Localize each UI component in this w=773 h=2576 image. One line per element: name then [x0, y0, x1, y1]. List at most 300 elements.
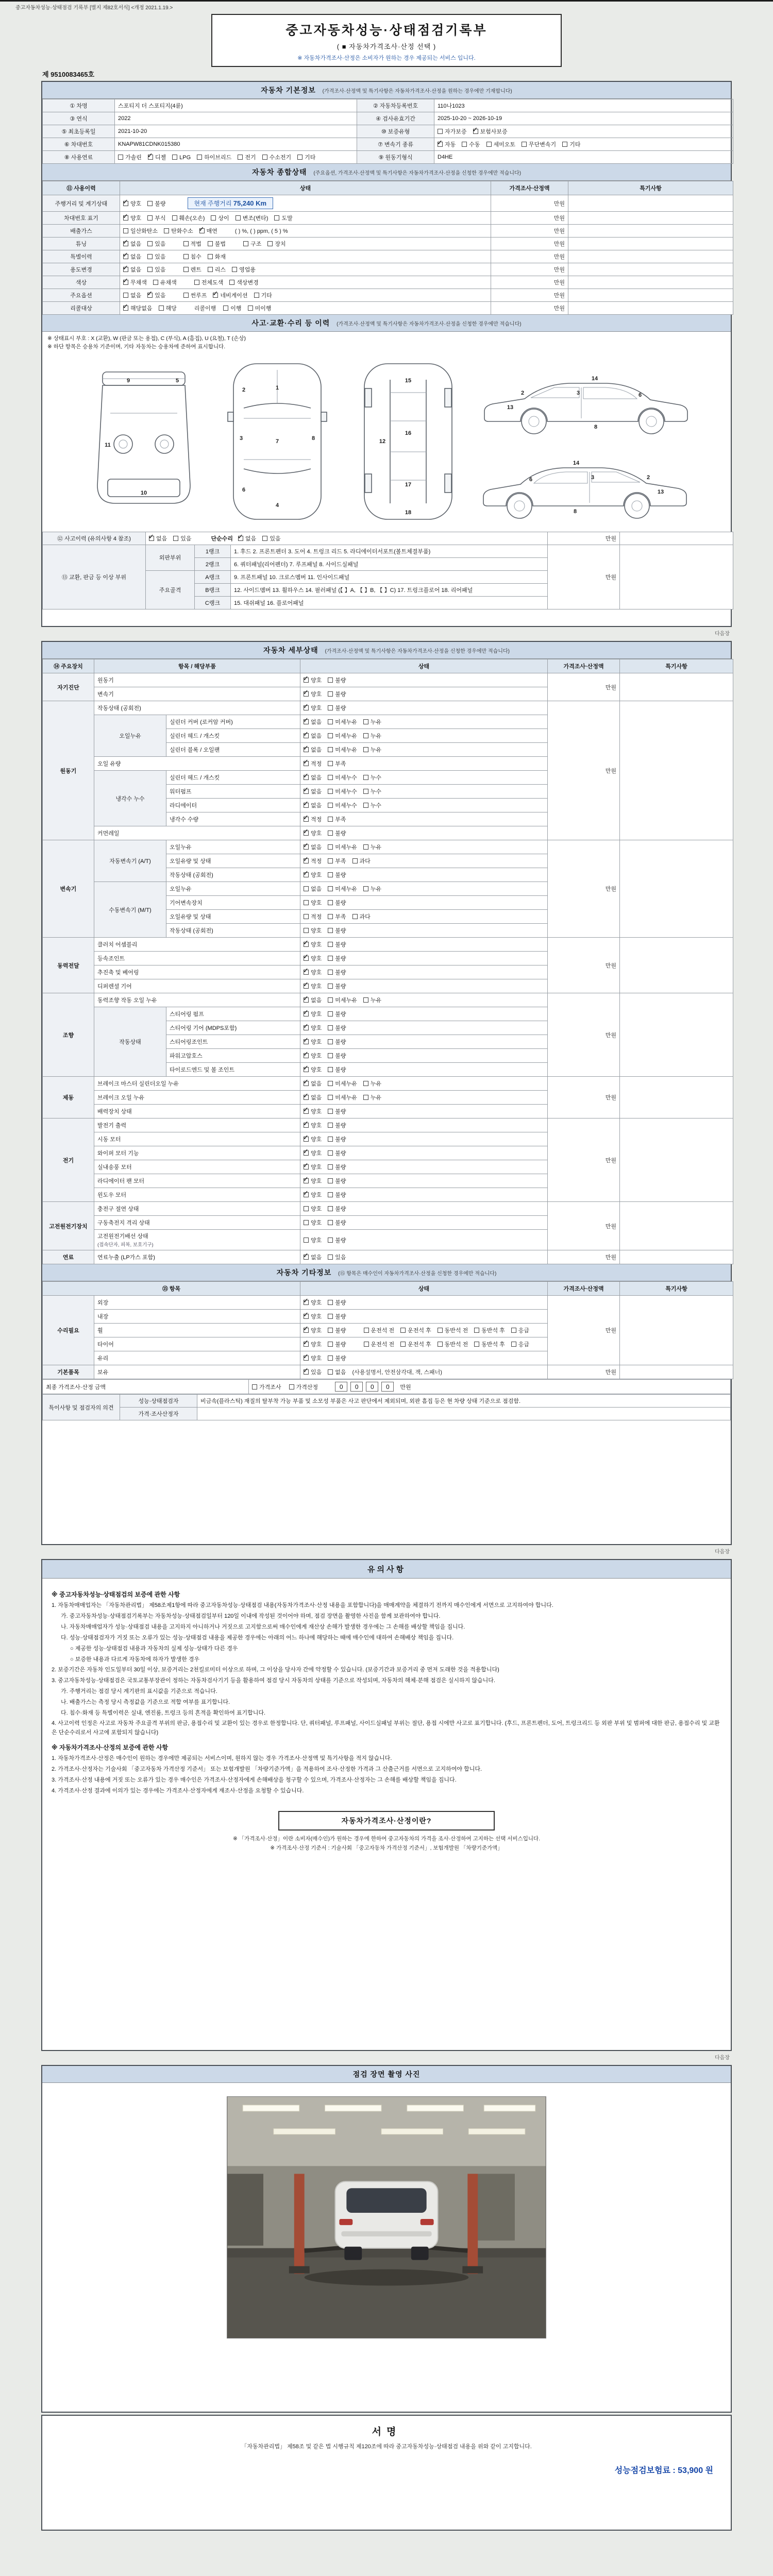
option-checkbox[interactable]: ✓ 없음: [238, 534, 256, 543]
option-checkbox[interactable]: 누유: [363, 885, 381, 893]
option-checkbox[interactable]: 불량: [328, 899, 346, 907]
checkbox-icon: [328, 1206, 333, 1211]
option-checkbox[interactable]: 미이행: [248, 304, 272, 312]
option-checkbox[interactable]: 누유: [363, 843, 381, 851]
option-checkbox[interactable]: ✓ 없음: [304, 732, 322, 740]
option-checkbox[interactable]: 불량: [328, 1052, 346, 1060]
option-price-assessment[interactable]: 가격산정: [289, 1383, 318, 1391]
option-checkbox[interactable]: 부족: [328, 815, 346, 823]
form-reference-note: 중고자동차성능·상태점검 기록부 [별지 제82호서식] <개정 2021.1.19.>: [15, 5, 173, 11]
option-checkbox[interactable]: ✓ 양호: [304, 1149, 322, 1157]
checkbox-icon: [123, 201, 128, 206]
option-checkbox[interactable]: 자가보증: [438, 127, 467, 135]
option-checkbox[interactable]: 불량: [328, 926, 346, 935]
option-checkbox[interactable]: 운전석 전: [364, 1340, 395, 1348]
odometer-value: 75,240 Km: [233, 199, 267, 207]
option-checkbox[interactable]: 동반석 전: [438, 1340, 468, 1348]
outer-panel-label: 외판부위: [146, 545, 195, 570]
option-checkbox[interactable]: 운전석 전: [364, 1326, 395, 1334]
diagram-part-number: 6: [638, 392, 642, 398]
option-checkbox[interactable]: ✓ 디젤: [148, 153, 166, 161]
option-checkbox[interactable]: 운전석 후: [400, 1340, 431, 1348]
option-checkbox[interactable]: 불량: [328, 871, 346, 879]
checkbox-icon: [304, 942, 309, 947]
option-checkbox[interactable]: 미세누유: [328, 1093, 357, 1101]
option-checkbox[interactable]: ✓ 양호: [304, 1326, 322, 1334]
option-checkbox[interactable]: ✓ 양호: [304, 1010, 322, 1018]
option-checkbox[interactable]: 부족: [328, 857, 346, 865]
option-checkbox[interactable]: ✓ 양호: [304, 704, 322, 712]
option-checkbox[interactable]: ✓ 양호: [304, 1052, 322, 1060]
option-checkbox[interactable]: ✓ 없음: [304, 843, 322, 851]
diagram-part-number: 2: [242, 386, 246, 393]
price-cell: 만원: [548, 1118, 620, 1202]
checkbox-icon: [304, 733, 309, 738]
device-group-label: 전기: [43, 1118, 94, 1202]
option-checkbox[interactable]: 동반석 후: [474, 1340, 505, 1348]
option-checkbox[interactable]: 기타: [254, 291, 272, 299]
checkbox-icon: [328, 803, 333, 808]
price-cell: 만원: [491, 302, 568, 315]
checkbox-icon: [208, 267, 213, 272]
option-checkbox[interactable]: 누유: [363, 996, 381, 1004]
option-checkbox[interactable]: ✓ 없음: [304, 787, 322, 795]
option-checkbox[interactable]: ✓ 없음: [123, 252, 141, 261]
option-checkbox[interactable]: ✓ 없음: [304, 718, 322, 726]
option-checkbox[interactable]: 상이: [211, 214, 229, 222]
option-checkbox[interactable]: 미세누유: [328, 996, 357, 1004]
diagram-part-number: 10: [140, 489, 147, 496]
option-checkbox[interactable]: ✓ 양호: [304, 1024, 322, 1032]
state-cell: [300, 826, 548, 840]
checkbox-icon: [363, 997, 368, 1003]
option-checkbox[interactable]: 있음: [262, 534, 280, 543]
checkbox-icon: [304, 677, 309, 683]
option-price-survey[interactable]: 가격조사: [252, 1383, 281, 1391]
column-remark: 특기사항: [620, 1282, 733, 1296]
state-cell: [300, 1146, 548, 1160]
basic-info-table: [42, 99, 733, 164]
table-row: [43, 1202, 733, 1216]
car-diagram-side-left: [477, 361, 694, 438]
option-checkbox[interactable]: 불량: [328, 1218, 346, 1227]
option-checkbox[interactable]: 전기: [238, 153, 256, 161]
option-checkbox[interactable]: 누유: [363, 1079, 381, 1088]
option-checkbox[interactable]: 불량: [328, 1065, 346, 1074]
state-cell: [300, 1049, 548, 1063]
option-checkbox[interactable]: ✓ 없음: [304, 1093, 322, 1101]
option-checkbox[interactable]: 미세누유: [328, 843, 357, 851]
rank-items: 12. 사이드멤버 13. 휠하우스 14. 필러패널 (【 】A, 【 】B, 【 】C) 17. 트렁크플로어 18. 리어패널: [231, 583, 548, 596]
option-checkbox[interactable]: 적법: [183, 240, 201, 248]
option-checkbox[interactable]: 불량: [328, 1163, 346, 1171]
option-checkbox[interactable]: ✓ 네비게이션: [213, 291, 247, 299]
option-checkbox[interactable]: 화재: [208, 252, 226, 261]
option-checkbox[interactable]: 불량: [328, 1340, 346, 1348]
option-checkbox[interactable]: 장치: [267, 240, 285, 248]
option-checkbox[interactable]: 양호: [304, 926, 322, 935]
checkbox-icon: [197, 155, 202, 160]
state-cell: [300, 771, 548, 785]
checkbox-icon: [304, 719, 309, 724]
usage-item-label: 배출가스: [43, 225, 120, 238]
item-label: 오일 유량: [94, 757, 300, 771]
state-text: (사용설명서, 안전삼각대, 잭, 스패너): [352, 1369, 442, 1376]
price-cell: 만원: [491, 225, 568, 238]
option-checkbox[interactable]: 불량: [328, 968, 346, 976]
option-checkbox[interactable]: ✓ 양호: [304, 968, 322, 976]
option-checkbox[interactable]: 과다: [352, 912, 371, 921]
table-row: [43, 673, 733, 687]
option-checkbox[interactable]: ✓ 양호: [304, 690, 322, 698]
checkbox-icon: [328, 1255, 333, 1260]
option-checkbox[interactable]: ✓ 없음: [304, 745, 322, 754]
rank-items: 9. 프론트패널 10. 크로스멤버 11. 인사이드패널: [231, 570, 548, 583]
option-checkbox[interactable]: ✓ 양호: [304, 1121, 322, 1129]
option-checkbox[interactable]: 응급: [511, 1340, 529, 1348]
inspection-insurance-fee: [42, 2450, 731, 2484]
option-checkbox[interactable]: 불량: [328, 1312, 346, 1320]
option-checkbox[interactable]: ✓ 양호: [304, 954, 322, 962]
option-checkbox[interactable]: 있음: [147, 240, 165, 248]
option-checkbox[interactable]: 불량: [328, 1326, 346, 1334]
checkbox-icon: [462, 142, 467, 147]
option-checkbox[interactable]: 누수: [363, 801, 381, 809]
note-cell: [620, 1365, 733, 1379]
table-row: [43, 302, 733, 315]
option-checkbox[interactable]: 양호: [304, 1205, 322, 1213]
option-checkbox[interactable]: 있음: [328, 1253, 346, 1261]
option-checkbox[interactable]: 도말: [274, 214, 292, 222]
option-checkbox[interactable]: 불량: [328, 1191, 346, 1199]
table-row: [43, 125, 733, 138]
section-photo: [41, 2065, 732, 2413]
option-checkbox[interactable]: ✓ 양호: [304, 1038, 322, 1046]
checkbox-icon: [304, 1011, 309, 1016]
option-checkbox[interactable]: 부족: [328, 912, 346, 921]
option-checkbox[interactable]: 이행: [223, 304, 241, 312]
option-checkbox[interactable]: ✓ 적정: [304, 759, 322, 768]
state-cell: [300, 1188, 548, 1202]
option-checkbox[interactable]: ✓ 양호: [304, 676, 322, 684]
option-checkbox[interactable]: 수동: [462, 140, 480, 148]
table-row: [43, 1395, 731, 1408]
device-group-label: 동력전달: [43, 938, 94, 993]
section-detail-header: [42, 642, 731, 659]
section-page1: [41, 81, 732, 627]
option-checkbox[interactable]: ✓ 있음: [147, 291, 165, 299]
option-checkbox[interactable]: 양호: [304, 899, 322, 907]
next-page-marker: 다음장: [715, 631, 730, 637]
option-checkbox[interactable]: 썬루프: [183, 291, 207, 299]
option-checkbox[interactable]: ✓ 양호: [304, 829, 322, 837]
item-label: 라디에이터: [166, 799, 300, 812]
diagram-part-number: 15: [405, 377, 412, 384]
option-checkbox[interactable]: 가솔린: [118, 153, 142, 161]
option-checkbox[interactable]: ✓ 보험사보증: [473, 127, 508, 135]
price-cell: 만원: [548, 938, 620, 993]
option-checkbox[interactable]: 적정: [304, 912, 322, 921]
option-checkbox[interactable]: ✓ 해당없음: [123, 304, 153, 312]
option-checkbox[interactable]: 있음: [147, 252, 165, 261]
note-cell: [620, 545, 733, 609]
rank-label: B랭크: [195, 583, 231, 596]
option-checkbox[interactable]: 미세누유: [328, 885, 357, 893]
price-cell: 만원: [548, 701, 620, 840]
option-checkbox[interactable]: 전체도색: [194, 278, 224, 286]
option-checkbox[interactable]: 수소전기: [262, 153, 292, 161]
option-checkbox[interactable]: ✓ 양호: [304, 1065, 322, 1074]
option-checkbox[interactable]: 불량: [147, 199, 165, 208]
option-checkbox[interactable]: 없음: [328, 1368, 346, 1376]
item-label: 파워고압호스: [166, 1049, 300, 1063]
option-checkbox[interactable]: 불량: [328, 982, 346, 990]
note-cell: [568, 225, 733, 238]
option-checkbox[interactable]: ✓ 양호: [304, 1135, 322, 1143]
state-cell: [300, 1132, 548, 1146]
option-checkbox[interactable]: ✓ 양호: [304, 871, 322, 879]
option-checkbox[interactable]: ✓ 양호: [304, 1177, 322, 1185]
option-checkbox[interactable]: 세미오토: [486, 140, 516, 148]
option-checkbox[interactable]: 불량: [328, 1135, 346, 1143]
item-label: 등속조인트: [94, 952, 300, 965]
option-checkbox[interactable]: 미세누유: [328, 732, 357, 740]
option-checkbox[interactable]: 영업용: [232, 265, 256, 274]
option-checkbox[interactable]: 불량: [328, 690, 346, 698]
note-cell: [568, 263, 733, 276]
photo-container: [42, 2083, 731, 2357]
option-checkbox[interactable]: ✓ 무채색: [123, 278, 147, 286]
option-checkbox[interactable]: 누유: [363, 1093, 381, 1101]
sub-group-label: 냉각수 누수: [94, 771, 166, 826]
checkbox-icon: [364, 1328, 369, 1333]
state-text: ( ) %, ( ) ppm, ( 5 ) %: [234, 228, 288, 234]
item-label: 휠: [94, 1324, 300, 1337]
option-checkbox[interactable]: 변조(변타): [236, 214, 268, 222]
option-checkbox[interactable]: 동반석 후: [474, 1326, 505, 1334]
option-checkbox[interactable]: 불량: [328, 704, 346, 712]
option-checkbox[interactable]: 불량: [328, 1354, 346, 1362]
checkbox-icon: [208, 254, 213, 259]
option-checkbox[interactable]: ✓ 없음: [149, 534, 167, 543]
option-checkbox[interactable]: 불량: [328, 1121, 346, 1129]
checkbox-icon: [304, 1123, 309, 1128]
checkbox-icon: [148, 155, 153, 160]
exchange-parts-label: ⑬ 교환, 판금 등 이상 부위: [43, 545, 146, 609]
checkbox-icon: [363, 733, 368, 738]
option-checkbox[interactable]: 있음: [173, 534, 191, 543]
option-checkbox[interactable]: 부식: [147, 214, 165, 222]
option-checkbox[interactable]: ✓ 양호: [304, 1354, 322, 1362]
option-checkbox[interactable]: ✓ 없음: [304, 773, 322, 782]
checkbox-icon: [328, 733, 333, 738]
option-checkbox[interactable]: 불량: [328, 1298, 346, 1307]
option-checkbox[interactable]: 응급: [511, 1326, 529, 1334]
checkbox-icon: [328, 1123, 333, 1128]
option-checkbox[interactable]: 불량: [328, 1205, 346, 1213]
option-checkbox[interactable]: 불량: [328, 829, 346, 837]
option-checkbox[interactable]: 기타: [562, 140, 580, 148]
option-checkbox[interactable]: 구조: [243, 240, 261, 248]
option-checkbox[interactable]: ✓ 적정: [304, 857, 322, 865]
option-checkbox[interactable]: ✓ 양호: [304, 1107, 322, 1115]
table-header-row: [43, 659, 733, 673]
option-checkbox[interactable]: 양호: [304, 1236, 322, 1244]
column-price: 가격조사·산정액: [548, 1282, 620, 1296]
state-cell: [300, 1021, 548, 1035]
checkbox-icon: [304, 1206, 309, 1211]
checkbox-icon: [123, 228, 128, 233]
diagram-part-number: 16: [405, 430, 412, 436]
option-checkbox[interactable]: ✓ 양호: [304, 1340, 322, 1348]
option-checkbox[interactable]: 침수: [183, 252, 201, 261]
option-checkbox[interactable]: ✓ 자동: [438, 140, 456, 148]
option-checkbox[interactable]: 색상변경: [229, 278, 259, 286]
option-checkbox[interactable]: 미세누수: [328, 801, 357, 809]
option-checkbox[interactable]: ✓ 양호: [304, 1191, 322, 1199]
option-checkbox[interactable]: 불량: [328, 1038, 346, 1046]
option-checkbox[interactable]: 불량: [328, 1107, 346, 1115]
option-checkbox[interactable]: ✓ 양호: [304, 1163, 322, 1171]
state-cell: [300, 1063, 548, 1077]
option-checkbox[interactable]: ✓ 적정: [304, 815, 322, 823]
option-checkbox[interactable]: ✓ 없음: [304, 996, 322, 1004]
table-row: [43, 263, 733, 276]
checkbox-icon: [211, 215, 216, 221]
final-price-label: 최종 가격조사·산정 금액: [43, 1380, 249, 1394]
price-cell: 만원: [548, 545, 620, 609]
option-checkbox[interactable]: ✓ 양호: [304, 1312, 322, 1320]
option-checkbox[interactable]: 없음: [304, 885, 322, 893]
checkbox-icon: [274, 215, 279, 221]
option-checkbox[interactable]: 하이브리드: [197, 153, 231, 161]
option-checkbox[interactable]: ✓ 양호: [123, 214, 141, 222]
option-checkbox[interactable]: 동반석 전: [438, 1326, 468, 1334]
state-cell: [300, 1296, 548, 1310]
option-checkbox[interactable]: 불량: [328, 676, 346, 684]
option-checkbox[interactable]: 탄화수소: [164, 227, 193, 235]
column-price: 가격조사·산정액: [548, 659, 620, 673]
checkbox-icon: [474, 1328, 479, 1333]
checkbox-icon: [164, 228, 169, 233]
option-group: [123, 267, 172, 273]
next-page-marker: 다음장: [715, 2055, 730, 2061]
option-checkbox[interactable]: 유채색: [153, 278, 177, 286]
option-checkbox[interactable]: 없음: [123, 291, 141, 299]
option-checkbox[interactable]: ✓ 없음: [304, 801, 322, 809]
option-checkbox[interactable]: 불량: [328, 1149, 346, 1157]
usage-item-label: 튜닝: [43, 238, 120, 250]
option-checkbox[interactable]: 누유: [363, 745, 381, 754]
option-checkbox[interactable]: 불법: [208, 240, 226, 248]
table-row: [43, 99, 733, 112]
option-checkbox[interactable]: 불량: [328, 1024, 346, 1032]
option-checkbox[interactable]: 누유: [363, 718, 381, 726]
note-cell: [620, 701, 733, 840]
amount-digit: 0: [335, 1382, 347, 1392]
checkbox-icon: [304, 872, 309, 877]
item-label: 오일유량 및 상태: [166, 854, 300, 868]
option-checkbox[interactable]: ✓ 없음: [304, 1253, 322, 1261]
option-checkbox[interactable]: ✓ 양호: [304, 1298, 322, 1307]
checkbox-icon: [304, 1109, 309, 1114]
table-row: [43, 1118, 733, 1132]
option-checkbox[interactable]: 미세누수: [328, 787, 357, 795]
state-cell: [300, 701, 548, 715]
option-checkbox[interactable]: 미세누유: [328, 745, 357, 754]
checkbox-icon: [118, 155, 123, 160]
item-label: 기어변속장치: [166, 896, 300, 910]
notice-line: 1. 자동차매매업자는 「자동차관리법」 제58조제1항에 따라 중고자동차성능·상태점검 내용(자동차가격조사·산정 내용을 포함합니다)을 매매계약을 체결하기 전까지 매수인에게 서면으로 고지하여야 합니다.: [52, 1602, 553, 1609]
option-checkbox[interactable]: 렌트: [183, 265, 201, 274]
checkbox-icon: [173, 536, 178, 541]
photo-section-header: [42, 2066, 731, 2083]
page-title: 중고자동차성능·상태점검기록부: [285, 23, 488, 38]
option-checkbox[interactable]: 리스: [208, 265, 226, 274]
state-cell: [300, 1118, 548, 1132]
option-checkbox[interactable]: 불량: [328, 1177, 346, 1185]
option-checkbox[interactable]: 양호: [304, 1218, 322, 1227]
note-cell: [568, 238, 733, 250]
option-checkbox[interactable]: ✓ 매연: [199, 227, 217, 235]
option-checkbox[interactable]: ✓ 있음: [304, 1368, 322, 1376]
item-label: 오일누유: [166, 840, 300, 854]
option-checkbox[interactable]: 미세누수: [328, 773, 357, 782]
option-checkbox[interactable]: ✓ 양호: [304, 982, 322, 990]
option-checkbox[interactable]: 불량: [328, 1236, 346, 1244]
option-checkbox[interactable]: ✓ 양호: [123, 199, 141, 208]
main-frame-label: 주요골격: [146, 570, 195, 609]
option-checkbox[interactable]: 불량: [328, 1010, 346, 1018]
diagram-part-number: 14: [591, 375, 598, 382]
state-cell: [300, 1160, 548, 1174]
option-checkbox[interactable]: ✓ 없음: [123, 265, 141, 274]
field-label: ③ 연식: [43, 112, 115, 125]
option-checkbox[interactable]: 불량: [328, 940, 346, 948]
checkbox-icon: [328, 942, 333, 947]
option-checkbox[interactable]: 미세누유: [328, 1079, 357, 1088]
option-checkbox[interactable]: 누수: [363, 773, 381, 782]
checkbox-icon: [123, 293, 128, 298]
checkbox-icon: [304, 1300, 309, 1305]
option-checkbox[interactable]: 무단변속기: [522, 140, 556, 148]
option-checkbox[interactable]: 해당: [159, 304, 177, 312]
checkbox-icon: [328, 1342, 333, 1347]
option-checkbox[interactable]: 불량: [328, 954, 346, 962]
item-label: 타이로드엔드 및 볼 조인트: [166, 1063, 300, 1077]
state-cell: [300, 799, 548, 812]
option-checkbox[interactable]: 누수: [363, 787, 381, 795]
diagram-part-number: 2: [646, 474, 650, 481]
option-checkbox[interactable]: 과다: [352, 857, 371, 865]
checkbox-icon: [522, 142, 527, 147]
car-diagram-top-view: [215, 357, 339, 527]
option-checkbox[interactable]: ✓ 없음: [123, 240, 141, 248]
option-checkbox[interactable]: 있음: [147, 265, 165, 274]
option-checkbox[interactable]: 부족: [328, 759, 346, 768]
option-checkbox[interactable]: 미세누유: [328, 718, 357, 726]
option-checkbox[interactable]: 기타: [297, 153, 315, 161]
option-checkbox[interactable]: LPG: [172, 155, 191, 161]
option-checkbox[interactable]: 운전석 후: [400, 1326, 431, 1334]
option-checkbox[interactable]: 일산화탄소: [123, 227, 158, 235]
option-checkbox[interactable]: ✓ 양호: [304, 940, 322, 948]
option-checkbox[interactable]: 훼손(오손): [172, 214, 205, 222]
option-checkbox[interactable]: ✓ 없음: [304, 1079, 322, 1088]
option-checkbox[interactable]: 누유: [363, 732, 381, 740]
document-number: 제 9510083465호: [42, 71, 95, 78]
checkbox-icon: [328, 1081, 333, 1086]
